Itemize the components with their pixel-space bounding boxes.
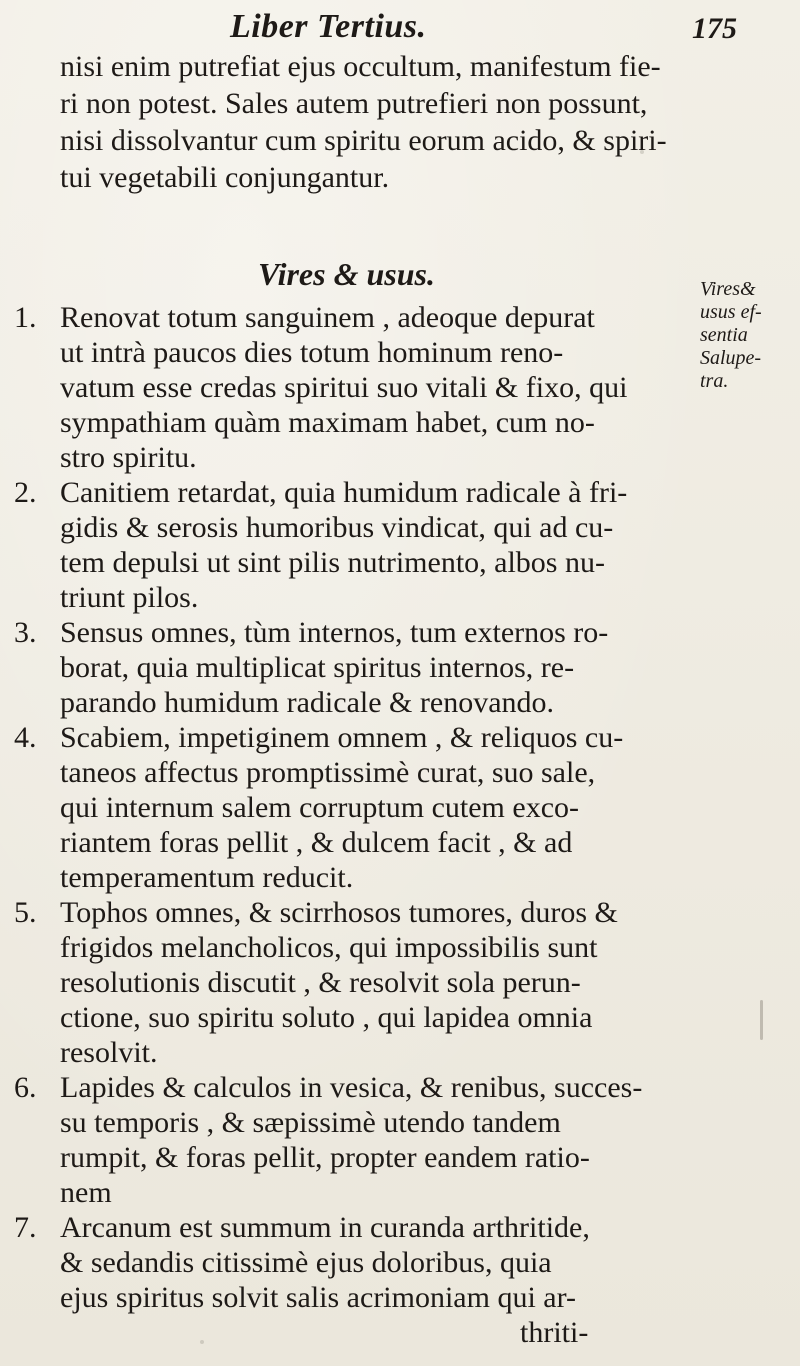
item-line: Arcanum est summum in curanda arthritide, [60,1211,590,1244]
item-line: temperamentum reducit. [60,861,354,894]
item-line: riantem foras pellit , & dulcem facit , & ad [60,826,573,859]
page-number: 175 [692,12,737,45]
intro-line: nisi enim putrefiat ejus occultum, manifestum fie- [60,50,661,83]
item-line: rumpit, & foras pellit, propter eandem ratio- [60,1141,590,1174]
item-line: sympathiam quàm maximam habet, cum no- [60,406,595,439]
item-line: & sedandis citissimè ejus doloribus, quia [60,1246,552,1279]
item-number: 6. [14,1071,37,1104]
paper-spot [200,1340,204,1344]
item-line: tem depulsi ut sint pilis nutrimento, albos nu- [60,546,605,579]
item-line: triunt pilos. [60,581,199,614]
margin-note [700,278,798,393]
item-line: borat, quia multiplicat spiritus internos, re- [60,651,575,684]
item-line: parando humidum radicale & renovando. [60,686,555,719]
margin-note-line: Salupe- [700,347,762,369]
margin-note-line: tra. [700,370,729,392]
section-title: Vires & usus. [258,256,435,292]
item-number: 1. [14,301,37,334]
item-line: vatum esse credas spiritui suo vitali & fixo, qui [60,371,628,404]
item-line: qui internum salem corruptum cutem exco- [60,791,580,824]
item-number: 7. [14,1211,37,1244]
item-number: 4. [14,721,37,754]
item-line: Sensus omnes, tùm internos, tum externos ro- [60,616,609,649]
item-line: Renovat totum sanguinem , adeoque depurat [60,301,595,334]
margin-note-line: sentia [700,324,748,346]
item-line: Scabiem, impetiginem omnem , & reliquos cu- [60,721,624,754]
item-line: resolutionis discutit , & resolvit sola perun- [60,966,581,999]
item-line: ctione, suo spiritu soluto , qui lapidea omnia [60,1001,593,1034]
item-line: Lapides & calculos in vesica, & renibus, succes- [60,1071,643,1104]
item-line: nem [60,1176,112,1209]
item-line: resolvit. [60,1036,158,1069]
item-line: stro spiritu. [60,441,197,474]
item-line: thriti- [520,1316,589,1349]
item-line: ut intrà paucos dies totum hominum reno- [60,336,564,369]
intro-line: nisi dissolvantur cum spiritu eorum acido, & spiri- [60,124,667,157]
paper-spot [640,150,644,154]
item-number: 5. [14,896,37,929]
item-line: su temporis , & sæpissimè utendo tandem [60,1106,561,1139]
intro-line: ri non potest. Sales autem putrefieri non possunt, [60,87,648,120]
item-line: taneos affectus promptissimè curat, suo sale, [60,756,596,789]
paper-mark [760,1000,763,1040]
margin-note-line: usus ef- [700,301,762,323]
item-line: Tophos omnes, & scirrhosos tumores, duros & [60,896,618,929]
margin-note-line: Vires& [700,278,756,300]
item-number: 3. [14,616,37,649]
item-line: ejus spiritus solvit salis acrimoniam qui ar- [60,1281,576,1314]
running-head: Liber Tertius. [230,8,427,45]
item-number: 2. [14,476,37,509]
item-line: Canitiem retardat, quia humidum radicale à fri- [60,476,628,509]
intro-line: tui vegetabili conjungantur. [60,161,390,194]
item-line: gidis & serosis humoribus vindicat, qui ad cu- [60,511,614,544]
item-line: frigidos melancholicos, qui impossibilis sunt [60,931,598,964]
